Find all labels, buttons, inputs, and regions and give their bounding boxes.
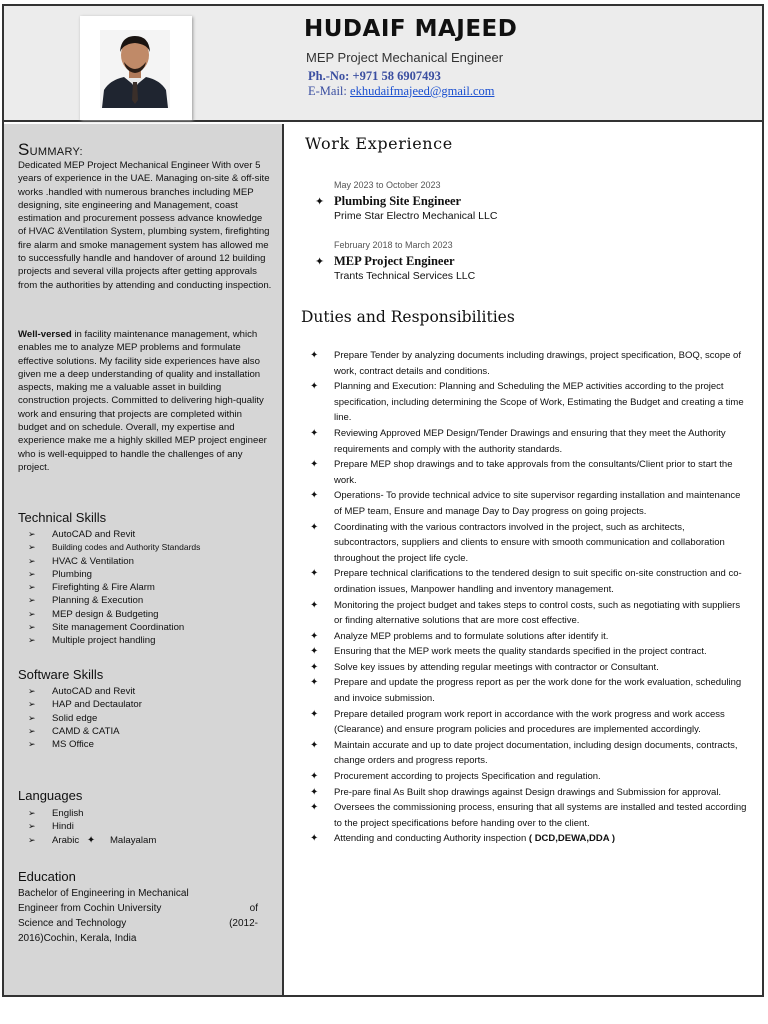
software-skills-list <box>28 685 142 751</box>
list-item: ➢ MEP design & Budgeting <box>28 608 159 620</box>
plus-icon: ✦ <box>315 195 325 208</box>
plus-icon: ✦ <box>310 490 319 502</box>
job-entry <box>315 180 497 222</box>
list-item: ✦ Coordinating with the various contractors involved in the project, such as architects, subcontractors, suppliers and clients to ensure with smooth communication and collaboration throughout the project life cycle. <box>310 521 725 564</box>
arrow-icon: ➢ <box>28 568 36 579</box>
arrow-icon: ➢ <box>28 739 36 750</box>
arrow-icon: ➢ <box>28 834 36 845</box>
list-item: ✦ Reviewing Approved MEP Design/Tender Drawings and ensuring that they meet the Authority requirements and comply with the authority standards. <box>310 427 726 455</box>
phone-number: Ph.-No: +971 58 6907493 <box>308 69 441 83</box>
plus-icon: ✦ <box>310 677 319 689</box>
plus-icon: ✦ <box>310 708 319 720</box>
plus-icon: ✦ <box>310 786 319 798</box>
list-item: ➢ HVAC & Ventilation <box>28 555 134 567</box>
job-title: ✦ Plumbing Site Engineer <box>315 194 462 208</box>
arrow-icon: ➢ <box>28 595 36 606</box>
duties-list <box>310 348 750 847</box>
plus-icon: ✦ <box>310 771 319 783</box>
job-date: February 2018 to March 2023 <box>334 240 453 250</box>
list-item: ➢ CAMD & CATIA <box>28 725 120 737</box>
arrow-icon: ➢ <box>28 712 36 723</box>
summary-paragraph-1: Dedicated MEP Project Mechanical Engineer With over 5 years of experience in the UAE. Managing on-site & off-site works .handled with numerous branches including MEP designing, site engineering and Management, coast estimation and procurement possess advance knowledge of HVAC &Ventilation System, plumbing system, firefighting fire alarm and smoke management system has allowed me to successfully handle and handover of around 12 building projects and several villa projects after getting approvals from the authorities by attending and conducting inspection. <box>18 160 272 291</box>
arrow-icon: ➢ <box>28 699 36 710</box>
authority-list: ( DCD,DEWA,DDA ) <box>528 833 616 845</box>
job-entry <box>315 240 475 282</box>
plus-icon: ✦ <box>310 599 319 611</box>
list-item: ✦ Analyze MEP problems and to formulate solutions after identify it. <box>310 629 750 645</box>
email-link[interactable]: ekhudaifmajeed@gmail.com <box>350 84 495 98</box>
left-sidebar <box>4 124 284 995</box>
languages-heading: Languages <box>18 788 83 803</box>
plus-icon: ✦ <box>86 834 96 846</box>
list-item: ➢ Arabic ✦ Malayalam <box>28 834 157 846</box>
language-extra: Malayalam <box>109 834 157 846</box>
job-company: Trants Technical Services LLC <box>334 270 476 282</box>
plus-icon: ✦ <box>315 255 325 268</box>
arrow-icon: ➢ <box>28 686 36 696</box>
plus-icon: ✦ <box>310 459 319 471</box>
arrow-icon: ➢ <box>28 529 36 539</box>
work-experience-heading: Work Experience <box>305 134 453 153</box>
job-title: ✦ MEP Project Engineer <box>315 254 455 268</box>
list-item: ✦ Attending and conducting Authority inspection ( DCD,DEWA,DDA ) <box>310 831 750 847</box>
plus-icon: ✦ <box>310 350 319 361</box>
education-details: Bachelor of Engineering in Mechanical Engineer from Cochin University of Science and Technology (2012- 2016)Cochin, Kerala, India <box>18 888 258 944</box>
candidate-role: MEP Project Mechanical Engineer <box>306 50 504 65</box>
list-item: ✦ Ensuring that the MEP work meets the quality standards specified in the project contract. <box>310 644 750 660</box>
plus-icon: ✦ <box>310 427 319 439</box>
plus-icon: ✦ <box>310 802 319 814</box>
list-item: ✦ Planning and Execution: Planning and Scheduling the MEP activities according to the project specification, including determining the Scope of Work, Estimating the Budget and creating a time line. <box>310 381 744 424</box>
list-item: ➢ Plumbing <box>28 568 92 580</box>
list-item: ✦ Pre-pare final As Built shop drawings against Design drawings and Submission for approval. <box>310 785 750 801</box>
plus-icon: ✦ <box>310 646 319 658</box>
list-item: ➢ AutoCAD and Revit <box>28 686 136 697</box>
arrow-icon: ➢ <box>28 608 36 619</box>
list-item: ✦ Prepare technical clarifications to the tendered design to suit specific on-site construction and co-ordination issues, Manpower handling and inventory management. <box>310 568 742 595</box>
languages-list <box>28 807 156 847</box>
arrow-icon: ➢ <box>28 635 36 646</box>
education-heading: Education <box>18 869 76 884</box>
list-item: ➢ Solid edge <box>28 712 98 724</box>
duties-heading: Duties and Responsibilities <box>301 308 515 326</box>
list-item: ➢ HAP and Dectaulator <box>28 699 142 711</box>
list-item: ✦ Prepare MEP shop drawings and to take approvals from the consultants/Client prior to start the work. <box>310 459 733 486</box>
email-label: E-Mail: <box>308 84 351 98</box>
plus-icon: ✦ <box>310 630 319 642</box>
software-skills-heading: Software Skills <box>18 667 104 682</box>
list-item: ➢ English <box>28 808 84 819</box>
plus-icon: ✦ <box>310 833 319 845</box>
plus-icon: ✦ <box>310 661 319 673</box>
arrow-icon: ➢ <box>28 808 36 818</box>
summary-paragraph-2: Well-versed in facility maintenance management, which enables me to analyze MEP problems and formulate effective solutions. My facility side experiences have also given me a deep understanding of quality and installation aspects, making me a valuable asset in building construction projects. Committed to delivering high-quality work and ensuring that projects are completed within budget and on schedule. Overall, my expertise and experience make me a highly skilled MEP project engineer who is well-equipped to handle the challenges of any project. <box>18 329 267 473</box>
technical-skills-list <box>28 528 200 648</box>
list-item: ➢ Site management Coordination <box>28 622 185 634</box>
list-item: ➢ Firefighting & Fire Alarm <box>28 582 155 594</box>
list-item: ➢ Multiple project handling <box>28 635 156 647</box>
list-item: ✦ Prepare and update the progress report as per the work done for the work evaluation, scheduling and invoice submission. <box>310 677 742 705</box>
arrow-icon: ➢ <box>28 582 36 593</box>
list-item: ➢ Hindi <box>28 821 74 833</box>
list-item: ✦ Prepare detailed program work report in accordance with the work progress and work access (Clearance) and ensure program policies and procedures are implemented accordingly. <box>310 708 725 736</box>
arrow-icon: ➢ <box>28 725 36 736</box>
job-company: Prime Star Electro Mechanical LLC <box>334 210 498 222</box>
list-item: ➢ Planning & Execution <box>28 595 144 607</box>
list-item: ✦ Prepare Tender by analyzing documents including drawings, project specification, BOQ, scope of work, contract details and conditions. <box>310 350 741 377</box>
list-item: ✦ Monitoring the project budget and takes steps to control costs, such as negotiating with suppliers or finding alternative solutions that are more cost effective. <box>310 599 741 627</box>
job-date: May 2023 to October 2023 <box>334 180 441 190</box>
plus-icon: ✦ <box>310 381 319 393</box>
arrow-icon: ➢ <box>28 622 36 633</box>
arrow-icon: ➢ <box>28 555 36 566</box>
avatar-icon <box>100 30 170 108</box>
profile-photo <box>80 16 192 120</box>
list-item: ✦ Maintain accurate and up to date project documentation, including design documents, contracts, change orders and progress reports. <box>310 739 738 767</box>
summary-heading: SUMMARY: <box>18 140 83 159</box>
list-item: ✦ Solve key issues by attending regular meetings with contractor or Consultant. <box>310 660 750 676</box>
candidate-name: HUDAIF MAJEED <box>304 16 518 42</box>
email-line <box>308 84 494 99</box>
arrow-icon: ➢ <box>28 821 36 832</box>
main-content <box>286 124 764 995</box>
plus-icon: ✦ <box>310 521 319 533</box>
list-item: ✦ Procurement according to projects Specification and regulation. <box>310 769 750 785</box>
list-item: ➢ Building codes and Authority Standards <box>28 541 200 554</box>
plus-icon: ✦ <box>310 739 319 751</box>
list-item: ➢ MS Office <box>28 739 94 751</box>
technical-skills-heading: Technical Skills <box>18 510 107 525</box>
arrow-icon: ➢ <box>28 542 36 553</box>
list-item: ✦ Oversees the commissioning process, ensuring that all systems are installed and tested according to the project specifications before handing over to the client. <box>310 802 747 829</box>
header <box>2 4 764 122</box>
plus-icon: ✦ <box>310 568 319 580</box>
list-item: ✦ Operations- To provide technical advice to site supervisor regarding installation and maintenance of MEP team, Ensure and manage Day to Day progress on going projects. <box>310 490 741 517</box>
list-item: ➢ AutoCAD and Revit <box>28 529 136 540</box>
